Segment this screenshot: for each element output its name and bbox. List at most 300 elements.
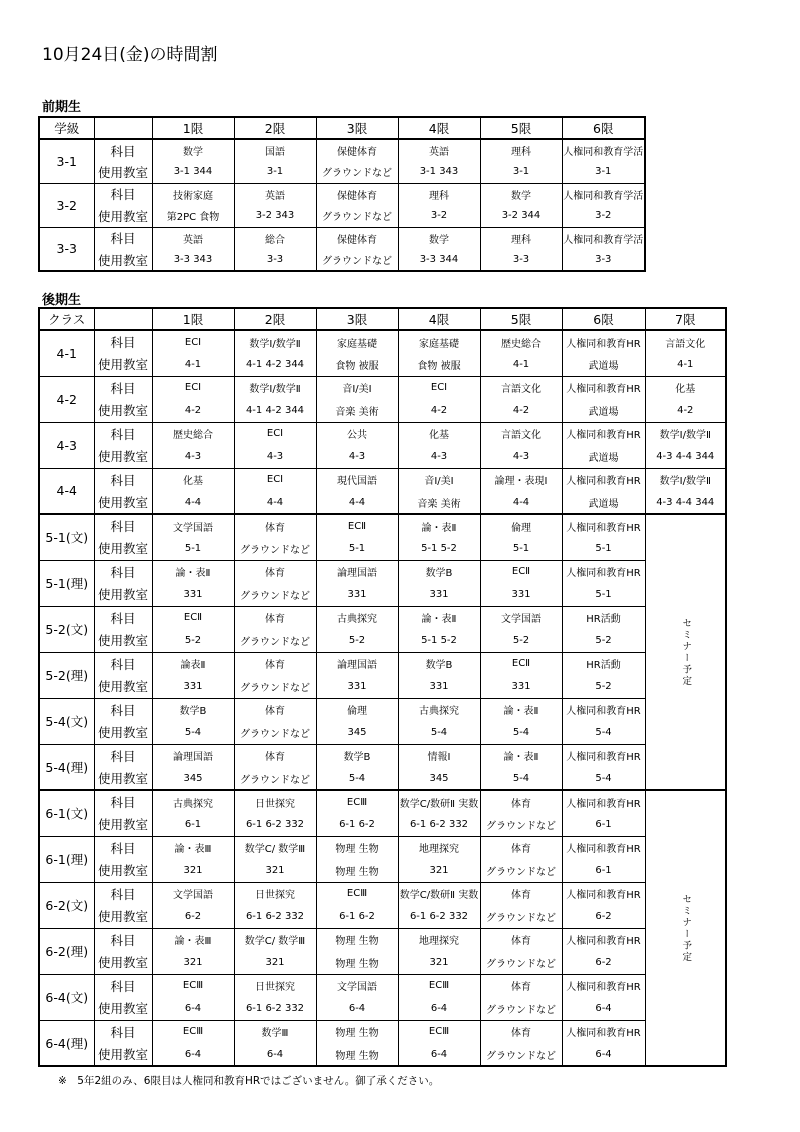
subject-cell: 数学Ⅰ/数学Ⅱ xyxy=(645,468,726,491)
subject-cell: ECⅡ xyxy=(480,560,562,583)
class-room-row xyxy=(39,721,726,744)
subject-cell: 体育 xyxy=(480,974,562,997)
subject-cell: 数学Ⅲ xyxy=(234,1020,316,1043)
room-cell: 6-1 6-2 332 xyxy=(234,997,316,1020)
label-room: 使用教室 xyxy=(94,997,152,1020)
label-subject: 科目 xyxy=(94,652,152,675)
room-cell: 345 xyxy=(398,767,480,790)
room-cell: 321 xyxy=(152,859,234,882)
zenki-timetable xyxy=(38,116,646,272)
room-cell: グラウンドなど xyxy=(480,997,562,1020)
subject-cell: 体育 xyxy=(480,882,562,905)
room-cell: 5-1 5-2 xyxy=(398,537,480,560)
class-room-row xyxy=(39,997,726,1020)
subject-cell: 数学Ⅰ/数学Ⅱ xyxy=(645,422,726,445)
class-name: 4-4 xyxy=(39,468,94,514)
room-cell: 4-3 4-4 344 xyxy=(645,491,726,514)
room-cell: 5-4 xyxy=(562,767,645,790)
room-cell: 3-1 xyxy=(562,161,645,183)
label-subject: 科目 xyxy=(94,882,152,905)
subject-cell: 地理探究 xyxy=(398,836,480,859)
class-subject-row xyxy=(39,836,726,859)
room-cell: 5-1 xyxy=(152,537,234,560)
subject-cell: ECⅡ xyxy=(152,606,234,629)
class-name: 5-4(理) xyxy=(39,744,94,790)
label-subject: 科目 xyxy=(94,790,152,813)
subject-cell: 古典探究 xyxy=(316,606,398,629)
room-cell: 6-1 6-2 332 xyxy=(398,813,480,836)
room-cell: 4-3 xyxy=(152,445,234,468)
subject-cell: 物理 生物 xyxy=(316,928,398,951)
room-cell: 4-1 xyxy=(480,353,562,376)
label-room: 使用教室 xyxy=(94,583,152,606)
room-cell: 5-4 xyxy=(152,721,234,744)
room-cell: 武道場 xyxy=(562,353,645,376)
class-room-row xyxy=(39,675,726,698)
room-cell: 4-2 xyxy=(645,399,726,422)
subject-cell: 音Ⅰ/美Ⅰ xyxy=(398,468,480,491)
subject-cell: 人権同和教育HR xyxy=(562,836,645,859)
subject-cell: 歴史総合 xyxy=(152,422,234,445)
class-room-row xyxy=(39,951,726,974)
subject-cell: 総合 xyxy=(234,227,316,249)
subject-cell: 人権同和教育HR xyxy=(562,1020,645,1043)
subject-cell: 人権同和教育HR xyxy=(562,882,645,905)
class-subject-row xyxy=(39,974,726,997)
class-room-row xyxy=(39,767,726,790)
subject-cell: 文学国語 xyxy=(480,606,562,629)
subject-cell: 言語文化 xyxy=(645,330,726,353)
subject-cell: 数学B xyxy=(152,698,234,721)
subject-cell: ECⅢ xyxy=(316,790,398,813)
subject-cell: 化基 xyxy=(152,468,234,491)
class-subject-row xyxy=(39,744,726,767)
class-subject-row xyxy=(39,606,726,629)
room-cell: 5-1 xyxy=(562,583,645,606)
footnote: ※ 5年2組のみ、6限目は人権同和教育HRではございません。御了承ください。 xyxy=(58,1075,440,1087)
label-room: 使用教室 xyxy=(94,205,152,227)
room-cell: 331 xyxy=(480,583,562,606)
class-name: 5-1(理) xyxy=(39,560,94,606)
room-cell: 345 xyxy=(316,721,398,744)
subject-cell: 体育 xyxy=(480,928,562,951)
class-subject-row xyxy=(39,183,645,205)
room-cell: 6-1 xyxy=(152,813,234,836)
label-subject: 科目 xyxy=(94,744,152,767)
label-room: 使用教室 xyxy=(94,161,152,183)
subject-cell: 数学B xyxy=(398,560,480,583)
room-cell: 321 xyxy=(234,951,316,974)
room-cell: 3-1 xyxy=(234,161,316,183)
room-cell: グラウンドなど xyxy=(316,249,398,271)
subject-cell: 音Ⅰ/美Ⅰ xyxy=(316,376,398,399)
subject-cell: 人権同和教育HR xyxy=(562,698,645,721)
label-subject: 科目 xyxy=(94,376,152,399)
room-cell: グラウンドなど xyxy=(234,583,316,606)
room-cell: 4-4 xyxy=(316,491,398,514)
subject-cell: 体育 xyxy=(480,836,562,859)
label-subject: 科目 xyxy=(94,468,152,491)
room-cell: 6-2 xyxy=(562,951,645,974)
room-cell: 6-1 6-2 332 xyxy=(234,905,316,928)
label-subject: 科目 xyxy=(94,928,152,951)
label-room: 使用教室 xyxy=(94,675,152,698)
subject-cell: 日世探究 xyxy=(234,882,316,905)
header-row xyxy=(39,117,645,139)
class-name: 5-2(文) xyxy=(39,606,94,652)
header-cell: 1限 xyxy=(152,308,234,330)
room-cell: 3-2 xyxy=(562,205,645,227)
class-room-row xyxy=(39,537,726,560)
subject-cell: 論・表Ⅲ xyxy=(152,836,234,859)
subject-cell: 論表Ⅱ xyxy=(152,652,234,675)
room-cell: 6-4 xyxy=(398,1043,480,1066)
subject-cell: 論・表Ⅱ xyxy=(398,514,480,537)
subject-cell: 国語 xyxy=(234,139,316,161)
subject-cell: 人権同和教育HR xyxy=(562,330,645,353)
subject-cell: 体育 xyxy=(234,514,316,537)
subject-cell: ECⅠ xyxy=(234,468,316,491)
subject-cell: 倫理 xyxy=(316,698,398,721)
room-cell: 4-2 xyxy=(398,399,480,422)
room-cell: 3-3 xyxy=(562,249,645,271)
label-subject: 科目 xyxy=(94,330,152,353)
subject-cell: 論・表Ⅲ xyxy=(152,928,234,951)
room-cell: 345 xyxy=(152,767,234,790)
label-subject: 科目 xyxy=(94,422,152,445)
room-cell: 3-2 343 xyxy=(234,205,316,227)
class-name: 4-1 xyxy=(39,330,94,376)
class-name: 6-2(文) xyxy=(39,882,94,928)
header-cell: 学級 xyxy=(39,117,94,139)
subject-cell: 人権同和教育HR xyxy=(562,422,645,445)
room-cell: グラウンドなど xyxy=(480,859,562,882)
room-cell: グラウンドなど xyxy=(316,205,398,227)
subject-cell: 文学国語 xyxy=(152,514,234,537)
header-cell: 1限 xyxy=(152,117,234,139)
subject-cell: 数学Ⅰ/数学Ⅱ xyxy=(234,376,316,399)
subject-cell: 化基 xyxy=(645,376,726,399)
subject-cell: 理科 xyxy=(480,227,562,249)
room-cell: 6-4 xyxy=(562,1043,645,1066)
label-room: 使用教室 xyxy=(94,491,152,514)
room-cell: 6-4 xyxy=(316,997,398,1020)
subject-cell: 物理 生物 xyxy=(316,836,398,859)
room-cell: 3-3 xyxy=(234,249,316,271)
room-cell: 331 xyxy=(398,583,480,606)
class-room-row xyxy=(39,859,726,882)
room-cell: 6-1 6-2 332 xyxy=(234,813,316,836)
class-subject-row xyxy=(39,790,726,813)
subject-cell: 公共 xyxy=(316,422,398,445)
class-subject-row xyxy=(39,422,726,445)
subject-cell: ECⅡ xyxy=(316,514,398,537)
room-cell: 331 xyxy=(316,583,398,606)
class-subject-row xyxy=(39,227,645,249)
subject-cell: 化基 xyxy=(398,422,480,445)
subject-cell: 論・表Ⅱ xyxy=(152,560,234,583)
subject-cell: ECⅢ xyxy=(152,974,234,997)
subject-cell: 論理・表現Ⅰ xyxy=(480,468,562,491)
class-subject-row xyxy=(39,376,726,399)
class-room-row xyxy=(39,399,726,422)
subject-cell: 現代国語 xyxy=(316,468,398,491)
class-subject-row xyxy=(39,560,726,583)
room-cell: 5-2 xyxy=(152,629,234,652)
subject-cell: 数学C/ 数学Ⅲ xyxy=(234,836,316,859)
room-cell: 5-1 5-2 xyxy=(398,629,480,652)
room-cell: 4-4 xyxy=(152,491,234,514)
room-cell: 物理 生物 xyxy=(316,1043,398,1066)
room-cell: 4-3 xyxy=(234,445,316,468)
room-cell: 321 xyxy=(398,859,480,882)
label-room: 使用教室 xyxy=(94,537,152,560)
label-room: 使用教室 xyxy=(94,951,152,974)
room-cell: 5-1 xyxy=(562,537,645,560)
label-room: 使用教室 xyxy=(94,249,152,271)
class-name: 6-1(文) xyxy=(39,790,94,836)
subject-cell: 数学 xyxy=(398,227,480,249)
subject-cell: 技術家庭 xyxy=(152,183,234,205)
subject-cell: 人権同和教育HR xyxy=(562,560,645,583)
label-subject: 科目 xyxy=(94,227,152,249)
label-room: 使用教室 xyxy=(94,629,152,652)
class-room-row xyxy=(39,813,726,836)
subject-cell: 保健体育 xyxy=(316,227,398,249)
subject-cell: 論理国語 xyxy=(152,744,234,767)
room-cell: 5-2 xyxy=(316,629,398,652)
class-subject-row xyxy=(39,139,645,161)
room-cell: 5-1 xyxy=(316,537,398,560)
class-subject-row xyxy=(39,468,726,491)
subject-cell: 数学 xyxy=(152,139,234,161)
header-cell: 7限 xyxy=(645,308,726,330)
room-cell: 4-3 xyxy=(398,445,480,468)
subject-cell: 人権同和教育HR xyxy=(562,928,645,951)
subject-cell: 理科 xyxy=(398,183,480,205)
label-room: 使用教室 xyxy=(94,813,152,836)
subject-cell: ECⅢ xyxy=(398,974,480,997)
room-cell: グラウンドなど xyxy=(234,675,316,698)
subject-cell: 体育 xyxy=(234,606,316,629)
header-cell xyxy=(94,117,152,139)
subject-cell: 人権同和教育学活 xyxy=(562,183,645,205)
room-cell: 6-1 6-2 xyxy=(316,905,398,928)
subject-cell: ECⅠ xyxy=(152,376,234,399)
class-room-row xyxy=(39,583,726,606)
room-cell: 3-2 344 xyxy=(480,205,562,227)
room-cell: 4-4 xyxy=(480,491,562,514)
room-cell: 3-1 xyxy=(480,161,562,183)
subject-cell: ECⅢ xyxy=(398,1020,480,1043)
class-subject-row xyxy=(39,652,726,675)
room-cell: 321 xyxy=(398,951,480,974)
room-cell: 物理 生物 xyxy=(316,951,398,974)
room-cell: 武道場 xyxy=(562,399,645,422)
class-room-row xyxy=(39,445,726,468)
header-cell: 3限 xyxy=(316,308,398,330)
seminar-note: セミナー予定 xyxy=(645,514,726,790)
subject-cell: 保健体育 xyxy=(316,139,398,161)
room-cell: 6-1 6-2 xyxy=(316,813,398,836)
header-cell: 6限 xyxy=(562,117,645,139)
subject-cell: ECⅢ xyxy=(152,1020,234,1043)
room-cell: 4-1 xyxy=(152,353,234,376)
label-room: 使用教室 xyxy=(94,859,152,882)
class-subject-row xyxy=(39,330,726,353)
room-cell: グラウンドなど xyxy=(480,905,562,928)
subject-cell: 体育 xyxy=(234,744,316,767)
class-name: 6-4(理) xyxy=(39,1020,94,1066)
header-cell: 5限 xyxy=(480,308,562,330)
label-room: 使用教室 xyxy=(94,767,152,790)
room-cell: 4-3 xyxy=(316,445,398,468)
class-subject-row xyxy=(39,514,726,537)
room-cell: 331 xyxy=(480,675,562,698)
room-cell: 音楽 美術 xyxy=(398,491,480,514)
room-cell: 4-1 xyxy=(645,353,726,376)
room-cell: 5-2 xyxy=(480,629,562,652)
header-cell: 3限 xyxy=(316,117,398,139)
room-cell: 4-3 4-4 344 xyxy=(645,445,726,468)
room-cell: 6-1 xyxy=(562,859,645,882)
subject-cell: 論理国語 xyxy=(316,560,398,583)
class-subject-row xyxy=(39,1020,726,1043)
label-subject: 科目 xyxy=(94,974,152,997)
subject-cell: ECⅠ xyxy=(152,330,234,353)
room-cell: 5-4 xyxy=(398,721,480,744)
subject-cell: 体育 xyxy=(480,790,562,813)
label-subject: 科目 xyxy=(94,183,152,205)
label-room: 使用教室 xyxy=(94,353,152,376)
subject-cell: 数学Ⅰ/数学Ⅱ xyxy=(234,330,316,353)
room-cell: 4-2 xyxy=(152,399,234,422)
room-cell: 食物 被服 xyxy=(316,353,398,376)
room-cell: 5-4 xyxy=(562,721,645,744)
class-name: 5-4(文) xyxy=(39,698,94,744)
room-cell: 6-4 xyxy=(234,1043,316,1066)
subject-cell: ECⅠ xyxy=(398,376,480,399)
room-cell: 5-1 xyxy=(480,537,562,560)
header-cell: 2限 xyxy=(234,117,316,139)
room-cell: 5-4 xyxy=(480,721,562,744)
room-cell: 4-1 4-2 344 xyxy=(234,353,316,376)
header-row xyxy=(39,308,726,330)
subject-cell: 物理 生物 xyxy=(316,1020,398,1043)
room-cell: 6-1 6-2 332 xyxy=(398,905,480,928)
page-title: 10月24日(金)の時間割 xyxy=(42,45,218,65)
class-name: 4-3 xyxy=(39,422,94,468)
label-subject: 科目 xyxy=(94,514,152,537)
room-cell: 6-1 xyxy=(562,813,645,836)
room-cell: 3-3 343 xyxy=(152,249,234,271)
subject-cell: 人権同和教育HR xyxy=(562,514,645,537)
label-room: 使用教室 xyxy=(94,1043,152,1066)
room-cell: 5-2 xyxy=(562,675,645,698)
label-subject: 科目 xyxy=(94,606,152,629)
room-cell: 6-4 xyxy=(152,997,234,1020)
subject-cell: 体育 xyxy=(234,698,316,721)
header-cell: 4限 xyxy=(398,117,480,139)
room-cell: 食物 被服 xyxy=(398,353,480,376)
room-cell: 6-4 xyxy=(152,1043,234,1066)
room-cell: 4-4 xyxy=(234,491,316,514)
label-subject: 科目 xyxy=(94,560,152,583)
class-name: 4-2 xyxy=(39,376,94,422)
label-subject: 科目 xyxy=(94,1020,152,1043)
room-cell: 3-3 344 xyxy=(398,249,480,271)
subject-cell: 古典探究 xyxy=(398,698,480,721)
subject-cell: 言語文化 xyxy=(480,376,562,399)
label-room: 使用教室 xyxy=(94,399,152,422)
subject-cell: 論・表Ⅱ xyxy=(480,744,562,767)
subject-cell: 英語 xyxy=(234,183,316,205)
header-cell: 2限 xyxy=(234,308,316,330)
subject-cell: 理科 xyxy=(480,139,562,161)
class-room-row xyxy=(39,161,645,183)
label-room: 使用教室 xyxy=(94,721,152,744)
subject-cell: 人権同和教育HR xyxy=(562,974,645,997)
subject-cell: 論理国語 xyxy=(316,652,398,675)
header-cell xyxy=(94,308,152,330)
class-name: 3-1 xyxy=(39,139,94,183)
zenki-heading: 前期生 xyxy=(42,100,82,115)
label-subject: 科目 xyxy=(94,698,152,721)
class-name: 3-3 xyxy=(39,227,94,271)
class-name: 5-1(文) xyxy=(39,514,94,560)
header-cell: 5限 xyxy=(480,117,562,139)
subject-cell: HR活動 xyxy=(562,606,645,629)
room-cell: 3-3 xyxy=(480,249,562,271)
subject-cell: 情報Ⅰ xyxy=(398,744,480,767)
room-cell: グラウンドなど xyxy=(316,161,398,183)
room-cell: 6-4 xyxy=(398,997,480,1020)
class-name: 6-4(文) xyxy=(39,974,94,1020)
koki-timetable xyxy=(38,307,727,1067)
class-room-row xyxy=(39,905,726,928)
room-cell: 3-1 344 xyxy=(152,161,234,183)
room-cell: 武道場 xyxy=(562,445,645,468)
seminar-note: セミナー予定 xyxy=(645,790,726,1066)
class-room-row xyxy=(39,1043,726,1066)
subject-cell: 保健体育 xyxy=(316,183,398,205)
class-name: 3-2 xyxy=(39,183,94,227)
subject-cell: 言語文化 xyxy=(480,422,562,445)
class-room-row xyxy=(39,249,645,271)
room-cell: 6-2 xyxy=(152,905,234,928)
room-cell: 5-4 xyxy=(316,767,398,790)
room-cell: 321 xyxy=(152,951,234,974)
room-cell: 物理 生物 xyxy=(316,859,398,882)
subject-cell: 論・表Ⅱ xyxy=(480,698,562,721)
subject-cell: ECⅡ xyxy=(480,652,562,675)
class-room-row xyxy=(39,353,726,376)
label-room: 使用教室 xyxy=(94,445,152,468)
room-cell: グラウンドなど xyxy=(234,537,316,560)
subject-cell: 数学C/ 数学Ⅲ xyxy=(234,928,316,951)
subject-cell: 人権同和教育学活 xyxy=(562,227,645,249)
header-cell: クラス xyxy=(39,308,94,330)
subject-cell: 文学国語 xyxy=(152,882,234,905)
subject-cell: 数学B xyxy=(316,744,398,767)
class-room-row xyxy=(39,491,726,514)
subject-cell: 数学C/数研Ⅱ 実数 xyxy=(398,790,480,813)
class-room-row xyxy=(39,205,645,227)
room-cell: 331 xyxy=(152,583,234,606)
subject-cell: 日世探究 xyxy=(234,974,316,997)
subject-cell: 地理探究 xyxy=(398,928,480,951)
room-cell: 321 xyxy=(234,859,316,882)
